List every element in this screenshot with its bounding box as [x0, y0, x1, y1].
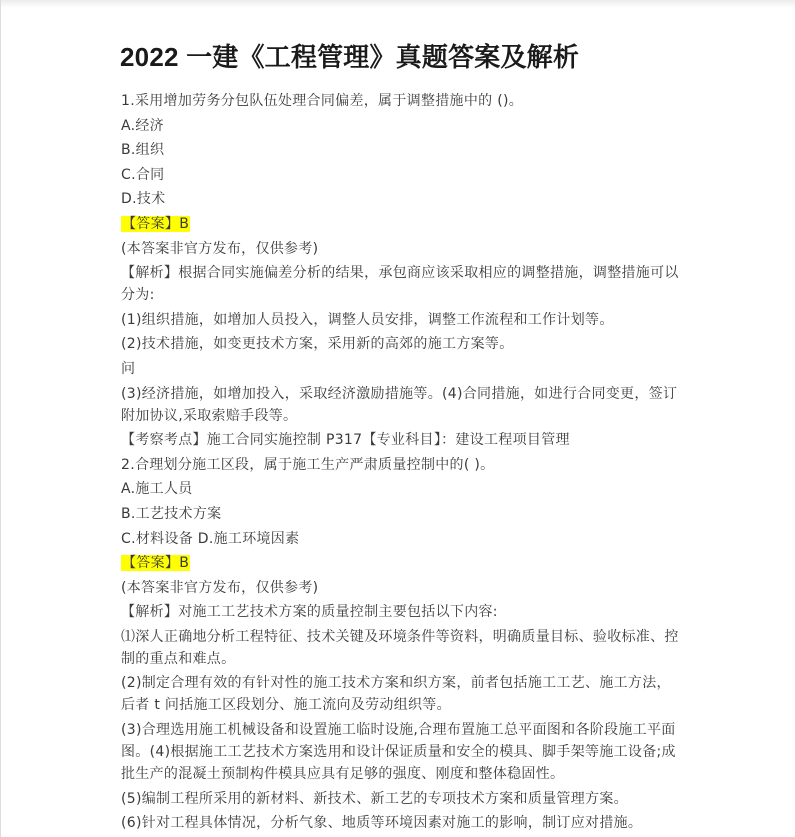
analysis-item: (1)组织措施，如增加人员投入，调整人员安排，调整工作流程和工作计划等。 [121, 311, 614, 328]
option-d: D.技术 [121, 191, 166, 208]
question-stem: 2.合理划分施工区段，属于施工生产严肃质量控制中的( )。 [121, 456, 495, 473]
option-a: A.经济 [121, 117, 164, 134]
analysis-intro: 【解析】根据合同实施偏差分析的结果，承包商应该采取相应的调整措施，调整措施可以分为: [121, 265, 679, 304]
document-title: 2022 一建《工程管理》真题答案及解析 [120, 42, 580, 72]
exam-point: 【考察考点】施工合同实施控制 P317【专业科目】：建设工程项目管理 [121, 432, 570, 449]
top-shadow [1, 0, 795, 8]
analysis-item: (3)合理选用施工机械设备和设置施工临时设施,合理布置施工总平面图和各阶段施工平面图。(4)根据施工工艺技术方案选用和设计保证质量和安全的模具、脚手架等施工设备;成批生产的混凝土预制构件模具应具有足够的强度、刚度和整体稳固性。 [121, 722, 676, 783]
analysis-stray-char: 问 [121, 360, 136, 377]
option-c-d: C.材料设备 D.施工环境因素 [121, 530, 300, 547]
analysis-item: (6)针对工程具体情况，分析气象、地质等环境因素对施工的影响，制订应对措施。 [121, 815, 643, 832]
answer-line [121, 213, 681, 235]
analysis-item: ⑴深人正确地分析工程特征、技术关键及环境条件等资料，明确质量目标、验收标准、控制的重点和难点。 [121, 628, 679, 667]
answer-line [121, 552, 681, 574]
analysis-item: (3)经济措施，如增加投入，采取经济激励措施等。(4)合同措施，如进行合同变更，签订附加协议,采取索赔手段等。 [121, 385, 678, 424]
analysis-item: (2)制定合理有效的有针对性的施工技术方案和织方案，前者包括施工工艺、施工方法，后者 t 问括施工区段划分、施工流向及劳动组织等。 [121, 675, 671, 714]
disclaimer: (本答案非官方发布，仅供参考) [121, 579, 319, 596]
option-b: B.组织 [121, 142, 165, 159]
analysis-intro: 【解析】对施工工艺技术方案的质量控制主要包括以下内容: [121, 604, 498, 621]
question-1 [121, 90, 681, 451]
question-2 [121, 454, 681, 835]
option-c: C.合同 [121, 166, 165, 183]
question-stem: 1.采用增加劳务分包队伍处理合同偏差，属于调整措施中的 ()。 [121, 93, 524, 109]
analysis-item: (2)技术措施，如变更技术方案，采用新的高郊的施工方案等。 [121, 336, 514, 353]
option-a: A.施工人员 [121, 481, 193, 498]
answer-highlight: 【答案】B [122, 215, 190, 232]
answer-highlight: 【答案】B [122, 555, 190, 572]
disclaimer: (本答案非官方发布，仅供参考) [121, 240, 319, 257]
analysis-item: (5)编制工程所采用的新材料、新技术、新工艺的专项技术方案和质量管理方案。 [121, 790, 628, 807]
option-b: B.工艺技术方案 [121, 505, 222, 522]
document-content [121, 38, 681, 837]
